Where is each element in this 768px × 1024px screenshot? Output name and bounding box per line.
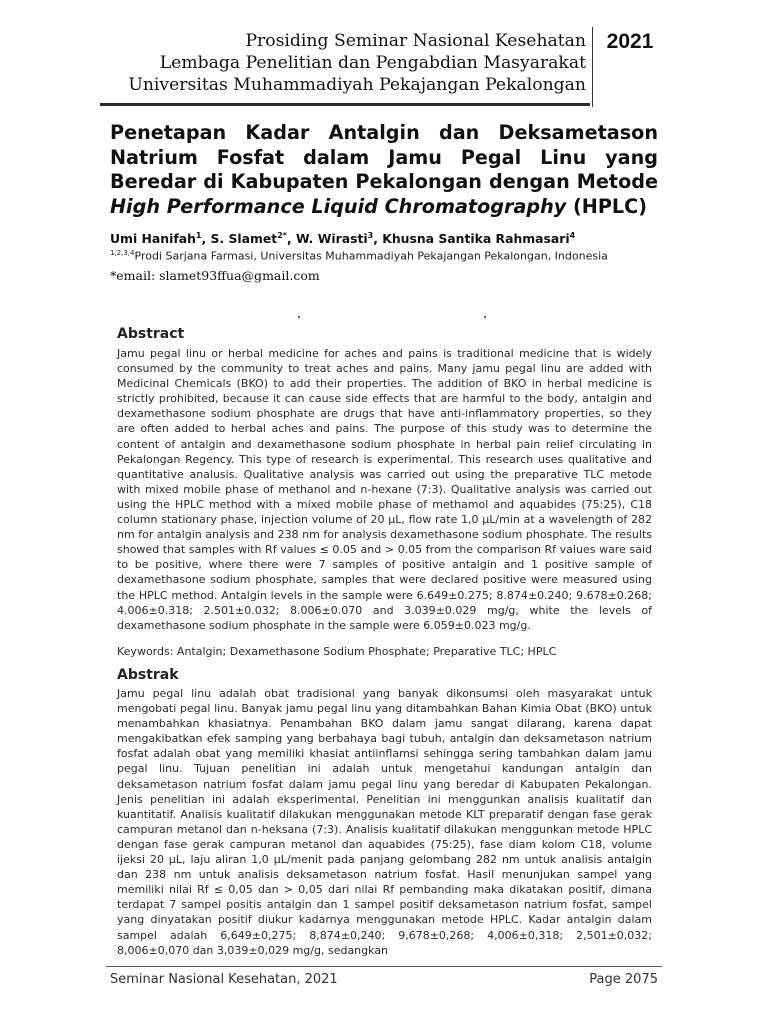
author-separator: , [201, 231, 211, 247]
abstract-heading: Abstract [117, 326, 185, 342]
affiliation-text: Prodi Sarjana Farmasi, Universitas Muhammadiyah Pekajangan Pekalongan, Indonesia [134, 249, 608, 263]
author-affil-mark: 4 [569, 231, 576, 240]
author-name: W. Wirasti [296, 231, 368, 247]
author-affil-mark: 1 [195, 231, 202, 240]
title-text-end: (HPLC) [566, 194, 647, 218]
abstract-body: Jamu pegal linu or herbal medicine for aches and pains is traditional medicine that is widely consumed by the community to treat aches and pains. Many jamu pegal linu are added with Medicinal Chemicals (BKO) to add their properties. The addition of BKO in herbal medicine is strictly prohibited, because it can cause side effects that are harmful to the body, antalgin and dexamethasone sodium phosphate are drugs that have anti-inflammatory properties, so they are often added to herbal aches and pains. The purpose of this study was to determine the content of antalgin and dexamethasone sodium phosphate in herbal pain relief circulating in Pekalongan Regency. This type of research is experimental. This research uses qualitative and quantitative analusis. Qualitative analysis was carried out using the preparative TLC metode with mixed mobile phase of methanol and n-hexane (7:3). Qualitative analysis was carried out using the HPLC method with a mixed mobile phase of methamol and aquabides (75:25), C18 column stationary phase, injection volume of 20 µL, flow rate 1,0 µL/min at a wavelength of 282 nm for antalgin analysis and 238 nm for analysis dexamethasone sodium phosphate. The results showed that samples with Rf values ≤ 0.05 and > 0.05 from the comparison Rf values ware said to be positive, where there were 7 samples of positive antalgin and 1 positive sample of dexamethasone sodium phosphate, samples that were declared positive were measured using the HPLC method. Antalgin levels in the sample were 6.649±0.275; 8.874±0.240; 9.678±0.268; 4.006±0.318; 2.501±0.032; 8.006±0.070 and 3.039±0.029 mg/g, white the levels of dexamethasone sodium phosphate in the sample were 6.059±0.023 mg/g. [117, 347, 652, 632]
keywords: Keywords: Antalgin; Dexamethasone Sodium Phosphate; Preparative TLC; HPLC [117, 645, 557, 658]
author-name: Khusna Santika Rahmasari [382, 231, 570, 247]
abstrak-body: Jamu pegal linu adalah obat tradisional yang banyak dikonsumsi oleh masyarakat untuk mengobati pegal linu. Banyak jamu pegal linu yang ditambahkan Bahan Kimia Obat (BKO) untuk menambahkan khasiatnya. Penambahan BKO dalam jamu sangat dilarang, karena dapat mengakibatkan efek samping yang berbahaya bagi tubuh, antalgin dan deksametason natrium fosfat adalah obat yang memiliki khasiat antiinflamsi sehingga sering tambahkan dalam jamu pegal linu. Tujuan penelitian ini adalah untuk mengetahui kandungan antalgin dan deksametason natrium fosfat dalam jamu pegal linu yang beredar di Kabupaten Pekalongan. Jenis penelitian ini adalah eksperimental. Penelitian ini menggunkan analisis kualitatif dan kuantitatif. Analisis kualitatif dilakukan menggunakan metode KLT preparatif dengan fase gerak campuran metanol dan n-heksana (7:3). Analisis kualitatif dilakukan menggunkan metode HPLC dengan fase gerak campuran metanol dan aquabides (75:25), fase diam kolom C18, volume ijeksi 20 µL, laju aliran 1,0 µL/menit pada panjang gelombang 282 nm untuk analisis antalgin dan 238 nm untuk analisis deksametason natrium fosfat. Hasil menunjukan sampel yang memiliki nilai Rf ≤ 0,05 dan > 0,05 dari nilai Rf pembanding maka dikatakan positif, dimana terdapat 7 sampel positis antalgin dan 1 sampel positif deksametason natrium fosfat, sampel yang dinyatakan positif diukur kadarnya menggunakan metode HPLC. Kadar antalgin dalam sampel adalah 6,649±0,275; 8,874±0,240; 9,678±0,268; 4,006±0,318; 2,501±0,032; 8,006±0,070 dan 3,039±0,029 mg/g, sedangkan [117, 687, 652, 957]
corresponding-email: *email: slamet93ffua@gmail.com [110, 268, 320, 283]
affiliation-marks: 1,2,3,4 [110, 249, 135, 257]
institution-line: Lembaga Penelitian dan Pengabdian Masyarakat [159, 53, 586, 73]
title-text-main: Penetapan Kadar Antalgin dan Deksametason Natrium Fosfat dalam Jamu Pegal Linu yang Beredar di Kabupaten Pekalongan dengan Metode [110, 121, 658, 193]
author-name: Umi Hanifah [110, 231, 196, 247]
author-name: S. Slamet [210, 231, 278, 247]
header-year: 2021 [606, 30, 654, 53]
header-rule [100, 103, 590, 106]
author-affil-mark: 2* [277, 231, 287, 240]
author-affil-mark: 3 [367, 231, 374, 240]
header-divider [592, 27, 593, 107]
separator-dot [298, 316, 300, 318]
title-text-italic: High Performance Liquid Chromatography [110, 194, 567, 218]
university-line: Universitas Muhammadiyah Pekajangan Pekalongan [128, 75, 586, 95]
paper-title [110, 121, 658, 219]
separator-dot [484, 316, 486, 318]
footer-rule [106, 966, 662, 967]
author-separator: , [373, 231, 383, 247]
page-number: Page 2075 [589, 972, 658, 987]
proceedings-header [100, 30, 586, 96]
affiliation [110, 249, 670, 263]
proceedings-title: Prosiding Seminar Nasional Kesehatan [245, 31, 586, 51]
footer-conference: Seminar Nasional Kesehatan, 2021 [110, 972, 338, 987]
abstrak-heading: Abstrak [117, 667, 179, 683]
author-list [110, 231, 670, 246]
author-separator: , [286, 231, 297, 247]
